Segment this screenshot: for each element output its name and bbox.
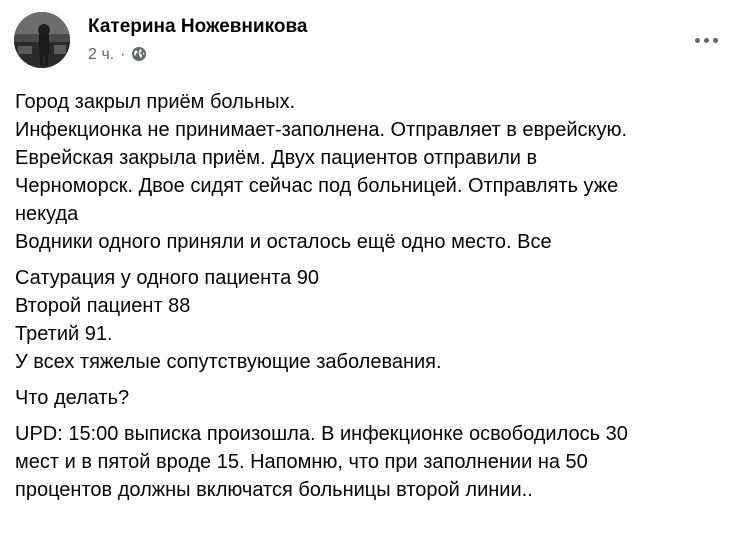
post-line: некуда: [15, 203, 79, 225]
more-dot: [695, 38, 700, 43]
post-line: У всех тяжелые сопутствующие заболевания.: [15, 351, 442, 373]
author-name[interactable]: Катерина Ножевникова: [88, 16, 308, 37]
post-line: Черноморск. Двое сидят сейчас под больницей. Отправлять уже: [15, 175, 619, 197]
post-body: [15, 88, 727, 512]
post-meta: [88, 46, 149, 64]
post-paragraph: [15, 384, 727, 412]
post-line: Инфекционка не принимает-заполнена. Отправляет в еврейскую.: [15, 119, 628, 141]
post-line: UPD: 15:00 выписка произошла. В инфекционке освободилось 30: [15, 423, 628, 445]
post-header: [14, 12, 724, 72]
more-dot: [704, 38, 709, 43]
meta-separator: ·: [120, 46, 126, 63]
more-dot: [713, 38, 718, 43]
post-line: мест и в пятой вроде 15. Напомню, что при заполнении на 50: [15, 451, 588, 473]
post-line: Второй пациент 88: [15, 295, 191, 317]
post-line: Еврейская закрыла приём. Двух пациентов отправили в: [15, 147, 538, 169]
post-paragraph: [15, 264, 727, 376]
post-paragraph: [15, 88, 727, 256]
post-paragraph: [15, 420, 727, 504]
avatar-photo: [14, 12, 70, 68]
globe-icon[interactable]: [131, 46, 149, 64]
more-options-button[interactable]: [688, 30, 724, 50]
post-line: Водники одного приняли и осталось ещё одно место. Все: [15, 231, 552, 253]
post-time[interactable]: 2 ч.: [88, 46, 115, 63]
post-line: Сатурация у одного пациента 90: [15, 267, 319, 289]
post-line: Третий 91.: [15, 323, 113, 345]
author-avatar[interactable]: [14, 12, 70, 68]
post-line: Что делать?: [15, 387, 130, 409]
post-line: процентов должны включатся больницы второй линии..: [15, 479, 533, 501]
post-line: Город закрыл приём больных.: [15, 91, 296, 113]
